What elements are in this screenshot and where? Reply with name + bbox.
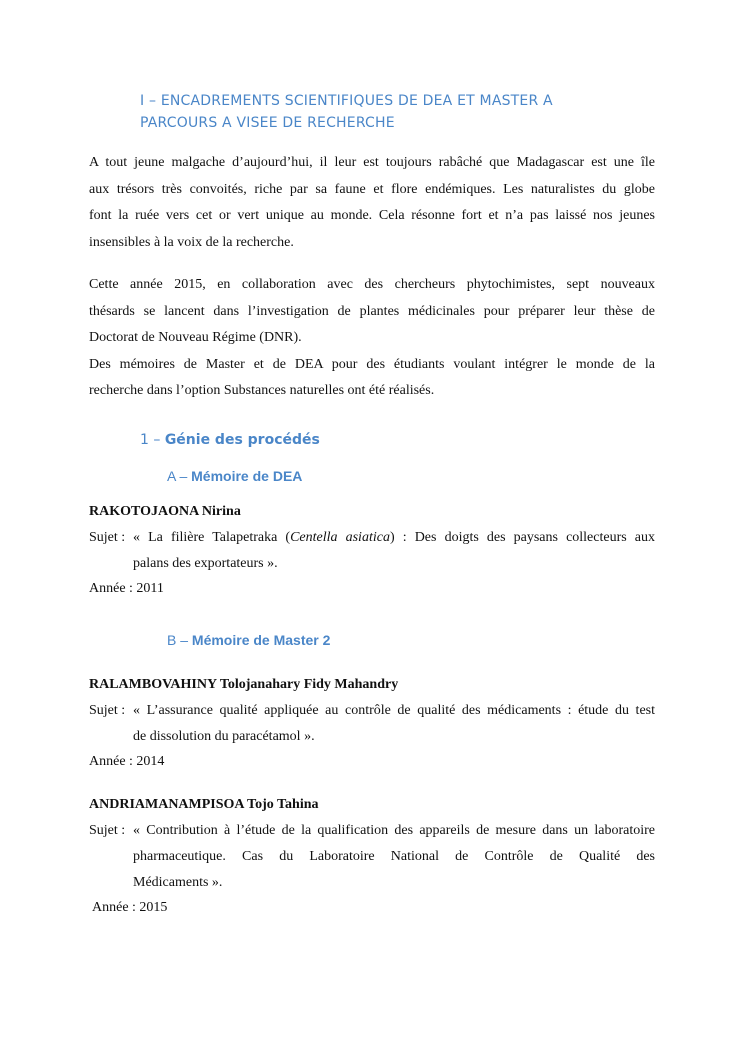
subject-line: de dissolution du paracétamol ». [133, 729, 315, 744]
master-year: Année : 2015 [92, 900, 168, 915]
paragraph-line: recherche dans l’option Substances naturelles ont été réalisés. [89, 383, 435, 398]
subsection-title: Génie des procédés [164, 432, 320, 448]
subject-line: Médicaments ». [133, 875, 223, 890]
section-heading-line-2: PARCOURS A VISEE DE RECHERCHE [140, 115, 395, 131]
dea-student-name: RAKOTOJAONA Nirina [89, 504, 241, 519]
master-student-name: RALAMBOVAHINY Tolojanahary Fidy Mahandry [89, 677, 399, 692]
paragraph-line: thésards se lancent dans l’investigation de plantes médicinales pour préparer leur thèse de [89, 303, 655, 319]
section-heading [140, 90, 640, 134]
dea-subject [89, 525, 655, 577]
subsection-number: 1 – [140, 432, 165, 448]
master-subject [89, 818, 655, 896]
master-subject [89, 698, 655, 750]
section-heading-line-1: I – ENCADREMENTS SCIENTIFIQUES DE DEA ET MASTER A [140, 93, 553, 109]
subject-line [133, 525, 655, 551]
subject-line: palans des exportateurs ». [133, 556, 278, 571]
subject-line: « L’assurance qualité appliquée au contrôle de qualité des médicaments : étude du test [133, 703, 655, 718]
subject-label: Sujet : [89, 823, 126, 838]
master-student-name: ANDRIAMANAMPISOA Tojo Tahina [89, 797, 319, 812]
dea-year: Année : 2011 [89, 581, 164, 596]
subject-line: « Contribution à l’étude de la qualification des appareils de mesure dans un laboratoire [133, 823, 655, 838]
second-paragraph [89, 272, 655, 405]
subject-line: pharmaceutique. Cas du Laboratoire National de Contrôle de Qualité des [133, 849, 655, 864]
master-heading [167, 632, 330, 648]
paragraph-line: font la ruée vers cet or vert unique au monde. Cela résonne fort et n’a pas laissé nos jeunes [89, 208, 655, 223]
subsection-heading [140, 432, 320, 448]
intro-paragraph [89, 150, 655, 256]
paragraph-line: Doctorat de Nouveau Régime (DNR). [89, 330, 302, 345]
master-year: Année : 2014 [89, 754, 165, 769]
dea-prefix: A – [167, 468, 192, 484]
subject-text: « La filière Talapetraka ( [133, 530, 291, 545]
paragraph-line: Des mémoires de Master et de DEA pour des étudiants voulant intégrer le monde de la [89, 356, 655, 372]
subject-label: Sujet : [89, 530, 126, 545]
subject-text: ) : Des doigts des paysans collecteurs aux [389, 530, 656, 545]
paragraph-line: Cette année 2015, en collaboration avec des chercheurs phytochimistes, sept nouveaux [89, 277, 655, 292]
paragraph-line: aux trésors très convoités, riche par sa faune et flore endémiques. Les naturalistes du globe [89, 181, 655, 197]
dea-heading [167, 468, 302, 484]
dea-title: Mémoire de DEA [191, 468, 303, 484]
master-prefix: B – [167, 632, 192, 648]
paragraph-line: insensibles à la voix de la recherche. [89, 234, 294, 250]
paragraph-line: A tout jeune malgache d’aujourd’hui, il leur est toujours rabâché que Madagascar est une île [89, 155, 655, 170]
master-title: Mémoire de Master 2 [191, 632, 331, 648]
subject-label: Sujet : [89, 703, 126, 718]
species-name: Centella asiatica [290, 530, 390, 545]
